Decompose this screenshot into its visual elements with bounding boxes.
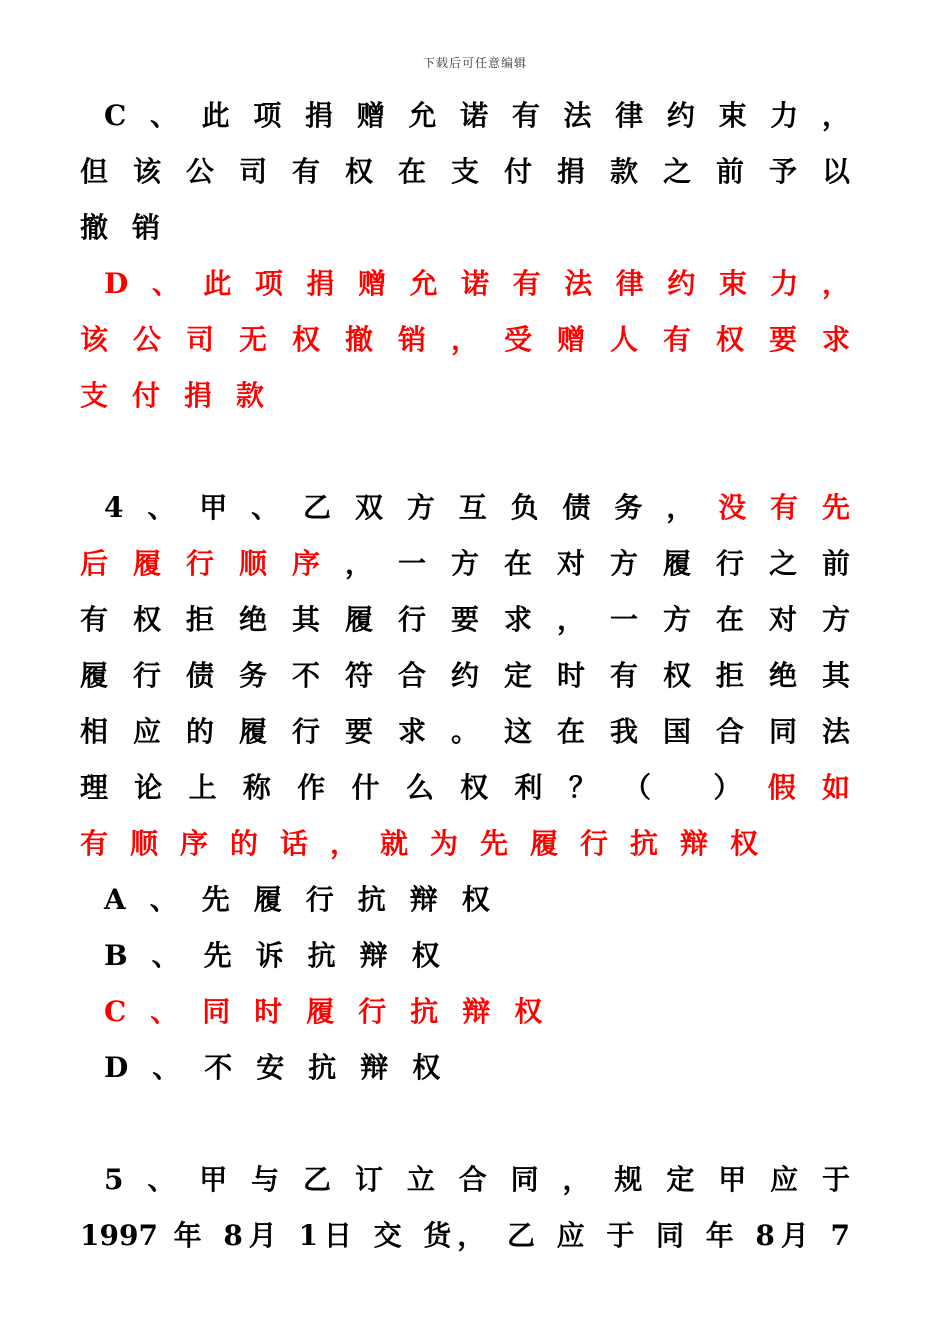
q5-line1: 5、甲与乙订立合同，规定甲应于 [104,1163,850,1196]
q4-line6-prefix: 理论上称作什么权利？（ ） [80,771,768,804]
q4-line2 [80,542,850,598]
q3-option-c-line3: 撤销 [80,211,185,244]
q4-option-d: D、不安抗辩权 [104,1051,465,1084]
q4-option-c-answer: C、同时履行抗辩权 [104,995,567,1028]
q3-option-d-line3: 支付捐款 [80,379,289,412]
q4-line1-prefix: 4、甲、乙双方互负债务， [104,491,719,524]
q4-line3: 有权拒绝其履行要求，一方在对方 [80,603,850,636]
q3-option-c-line1: C、此项捐赠允诺有法律约束力， [104,99,850,132]
q5-line2: 1997 年 8月 1日 交 货， 乙 应 于 同 年 8月 7 [80,1219,850,1252]
q4-option-a: A、先履行抗辩权 [104,883,514,916]
q4-line4: 履行债务不符合约定时有权拒绝其 [80,659,850,692]
q4-line6 [80,766,850,822]
page-header: 下载后可任意编辑 [422,56,527,70]
q3-option-c-line2: 但该公司有权在支付捐款之前予以 [80,155,850,188]
q4-line7-answer: 有顺序的话，就为先履行抗辩权 [80,827,781,860]
q4-line6-answer: 假如 [767,771,850,804]
q4-line2-rest: ，一方在对方履行之前 [345,547,850,580]
q3-option-d-line2: 该公司无权撤销，受赠人有权要求 [80,323,850,356]
q4-line1-answer: 没有先 [718,491,850,524]
q4-line2-answer: 后履行顺序 [80,547,345,580]
q3-option-d-line1: D、此项捐赠允诺有法律约束力， [104,267,850,300]
q4-line5: 相应的履行要求。这在我国合同法 [80,715,850,748]
q4-option-b: B、先诉抗辩权 [104,939,464,972]
q4-line1 [80,486,850,542]
